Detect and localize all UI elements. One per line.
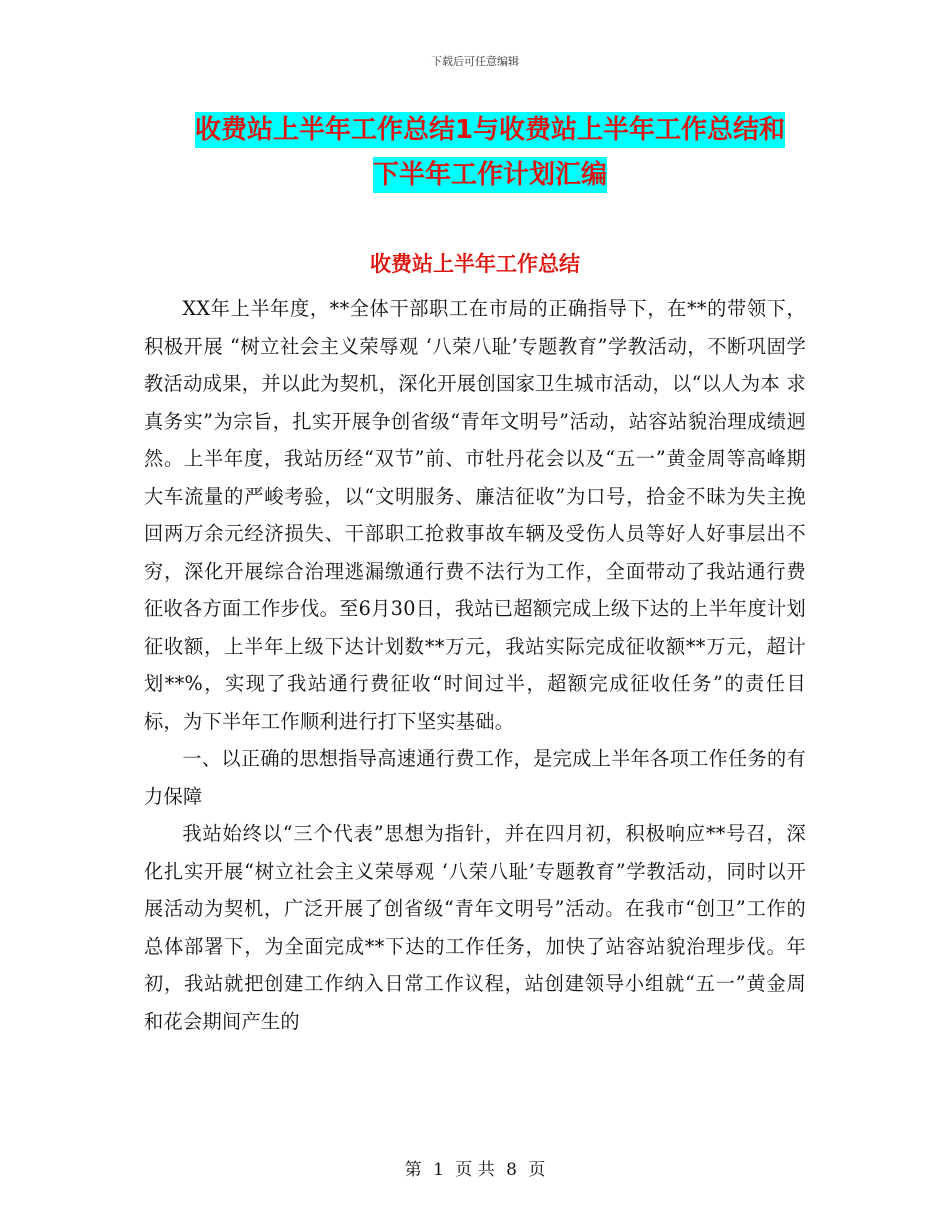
footer-suffix: 页 [528,1160,546,1180]
footer-total-pages: 8 [506,1160,517,1180]
footer-page-number: 1 [433,1160,444,1180]
header-note: 下载后可任意编辑 [431,55,519,68]
footer-mid: 页 共 [455,1160,495,1180]
document-title-line-2: 下半年工作计划汇编 [373,157,607,193]
page-footer [0,1155,950,1180]
paragraph-intro: XX年上半年度，**全体干部职工在市局的正确指导下，在**的带领下，积极开展 “树立社会主义荣辱观 ‘八荣八耻’专题教育”学教活动，不断巩固学教活动成果，并以此为契机，深化开展创国家卫生城市活动，以“以人为本 求真务实”为宗旨，扎实开展争创省级“青年文明号”活动，站容站貌治理成绩迥然。上半年度，我站历经“双节”前、市牡丹花会以及“五一”黄金周等高峰期大车流量的严峻考验，以“文明服务、廉洁征收”为口号，拾金不昧为失主挽回两万余元经济损失、干部职工抢救事故车辆及受伤人员等好人好事层出不穷，深化开展综合治理逃漏缴通行费不法行为工作，全面带动了我站通行费征收各方面工作步伐。至6月30日，我站已超额完成上级下达的上半年度计划征收额，上半年上级下达计划数**万元，我站实际完成征收额**万元，超计划**%，实现了我站通行费征收“时间过半，超额完成征收任务”的责任目标，为下半年工作顺利进行打下坚实基础。 [144,297,806,733]
footer-prefix: 第 [404,1160,422,1180]
body-text [144,290,806,1040]
document-title-line-1: 收费站上半年工作总结1与收费站上半年工作总结和 [195,112,785,148]
document-title [140,108,840,198]
paragraph-heading-1: 一、以正确的思想指导高速通行费工作，是完成上半年各项工作任务的有力保障 [144,747,806,808]
paragraph-body-1: 我站始终以“三个代表”思想为指针，并在四月初，积极响应**号召，深化扎实开展“树立社会主义荣辱观 ‘八荣八耻’专题教育”学教活动，同时以开展活动为契机，广泛开展了创省级“青年文明号”活动。在我市“创卫”工作的总体部署下，为全面完成**下达的工作任务，加快了站容站貌治理步伐。年初，我站就把创建工作纳入日常工作议程，站创建领导小组就“五一”黄金周和花会期间产生的 [144,822,806,1033]
section-title: 收费站上半年工作总结 [370,252,580,276]
